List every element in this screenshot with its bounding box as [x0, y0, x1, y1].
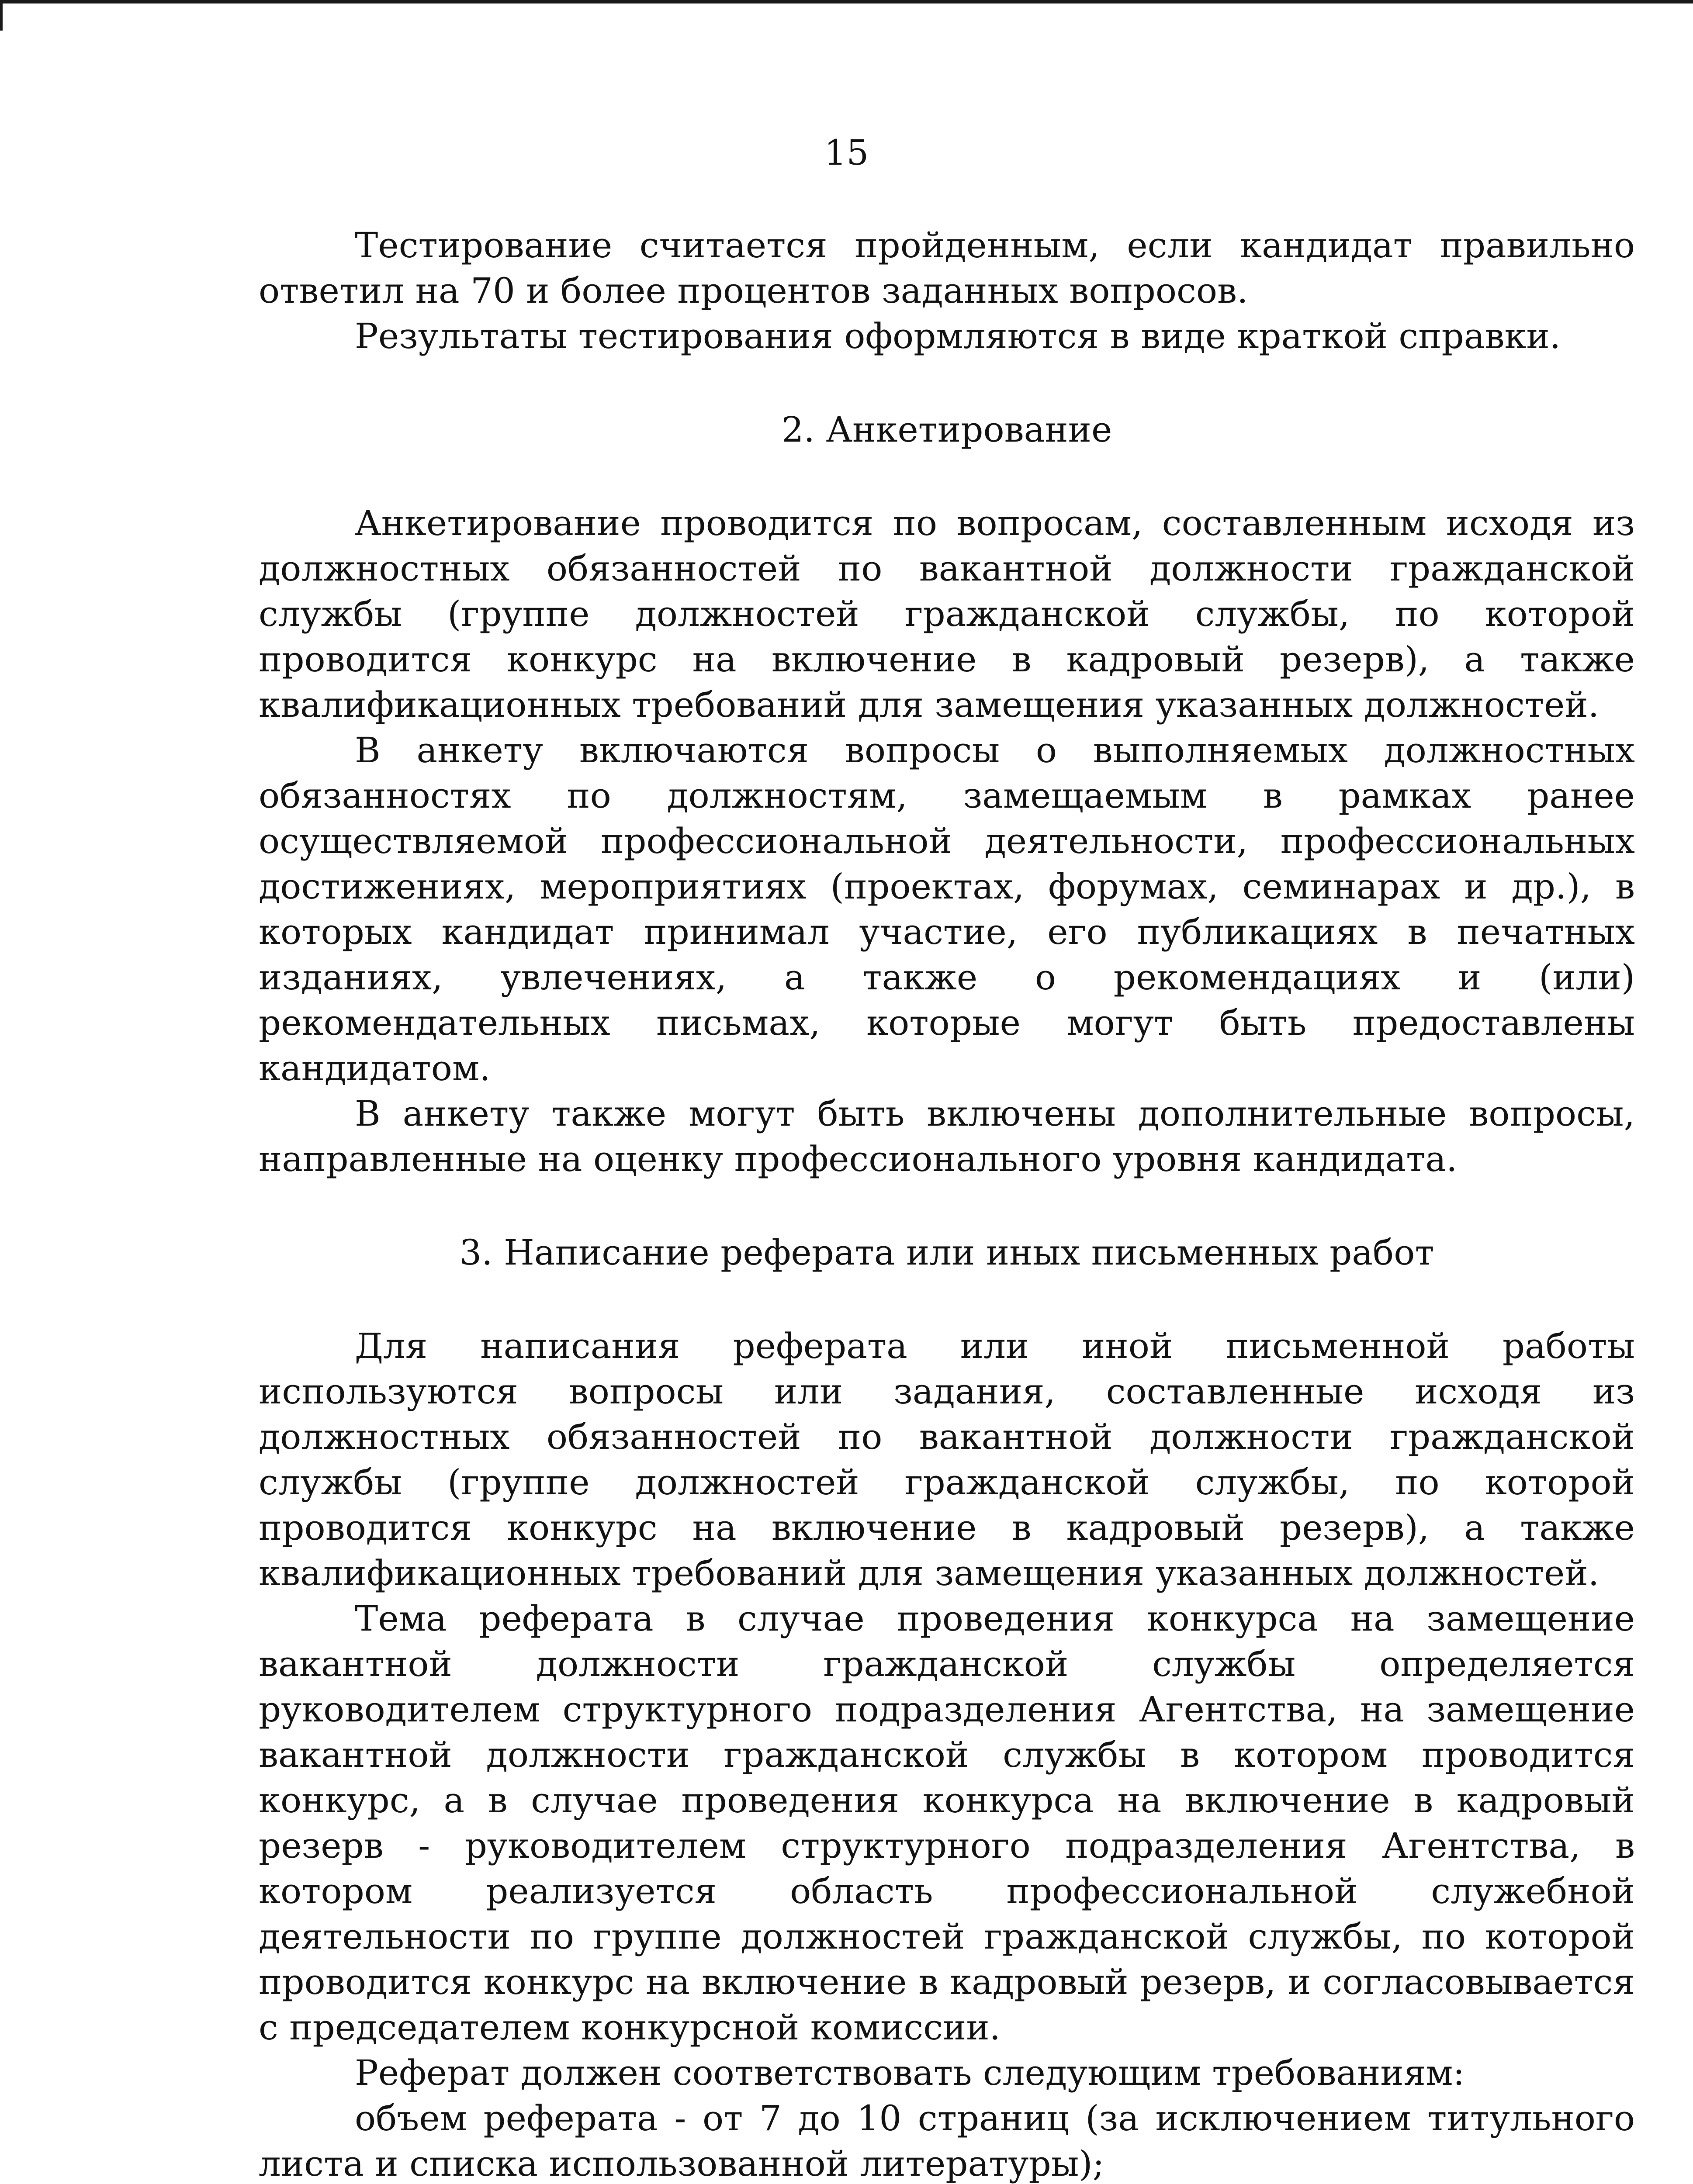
spacer — [259, 453, 1635, 501]
document-body — [259, 223, 1635, 2184]
testing-paragraph-1: Тестирование считается пройденным, если кандидат правильно ответил на 70 и более процентов заданных вопросов. — [259, 225, 1635, 311]
section-heading-essay: 3. Написание реферата или иных письменных работ — [459, 1232, 1434, 1273]
questionnaire-paragraph-1: Анкетирование проводится по вопросам, составленным исходя из должностных обязанностей по вакантной должности гражданской службы (группе должностей гражданской службы, по которой проводится конкурс на включение в кадровый резерв), а также квалификационных требований для замещения указанных должностей. — [259, 503, 1635, 725]
spacer — [259, 1182, 1635, 1230]
spacer — [259, 1275, 1635, 1324]
questionnaire-paragraph-2: В анкету включаются вопросы о выполняемых должностных обязанностях по должностям, замещаемым в рамках ранее осуществляемой профессиональной деятельности, профессиональных достижениях, мероприятиях (проектах, форумах, семинарах и др.), в которых кандидат принимал участие, его публикациях в печатных изданиях, увлечениях, а также о рекомендациях и (или) рекомендательных письмах, которые могут быть предоставлены кандидатом. — [259, 730, 1635, 1089]
section-heading-questionnaire: 2. Анкетирование — [781, 409, 1112, 450]
spacer — [259, 359, 1635, 407]
testing-paragraph-2: Результаты тестирования оформляются в виде краткой справки. — [355, 316, 1561, 356]
essay-paragraph-1: Для написания реферата или иной письменной работы используются вопросы или задания, составленные исходя из должностных обязанностей по вакантной должности гражданской службы (группе должностей гражданской службы, по которой проводится конкурс на включение в кадровый резерв), а также квалификационных требований для замещения указанных должностей. — [259, 1326, 1635, 1593]
essay-paragraph-3: Реферат должен соответствовать следующим требованиям: — [355, 2053, 1465, 2093]
essay-paragraph-2: Тема реферата в случае проведения конкурса на замещение вакантной должности гражданской службы определяется руководителем структурного подразделения Агентства, на замещение вакантной должности гражданской службы в котором проводится конкурс, а в случае проведения конкурса на включение в кадровый резерв - руководителем структурного подразделения Агентства, в котором реализуется область профессиональной служебной деятельности по группе должностей гражданской службы, по которой проводится конкурс на включение в кадровый резерв, и согласовывается с председателем конкурсной комиссии. — [259, 1598, 1635, 2048]
scan-border-left-mark — [0, 0, 3, 31]
questionnaire-paragraph-3: В анкету также могут быть включены дополнительные вопросы, направленные на оценку профессионального уровня кандидата. — [259, 1093, 1635, 1179]
scan-border-top — [0, 0, 1693, 3]
essay-paragraph-4: объем реферата - от 7 до 10 страниц (за исключением титульного листа и списка использованной литературы); — [259, 2098, 1635, 2184]
page-number: 15 — [824, 132, 869, 173]
